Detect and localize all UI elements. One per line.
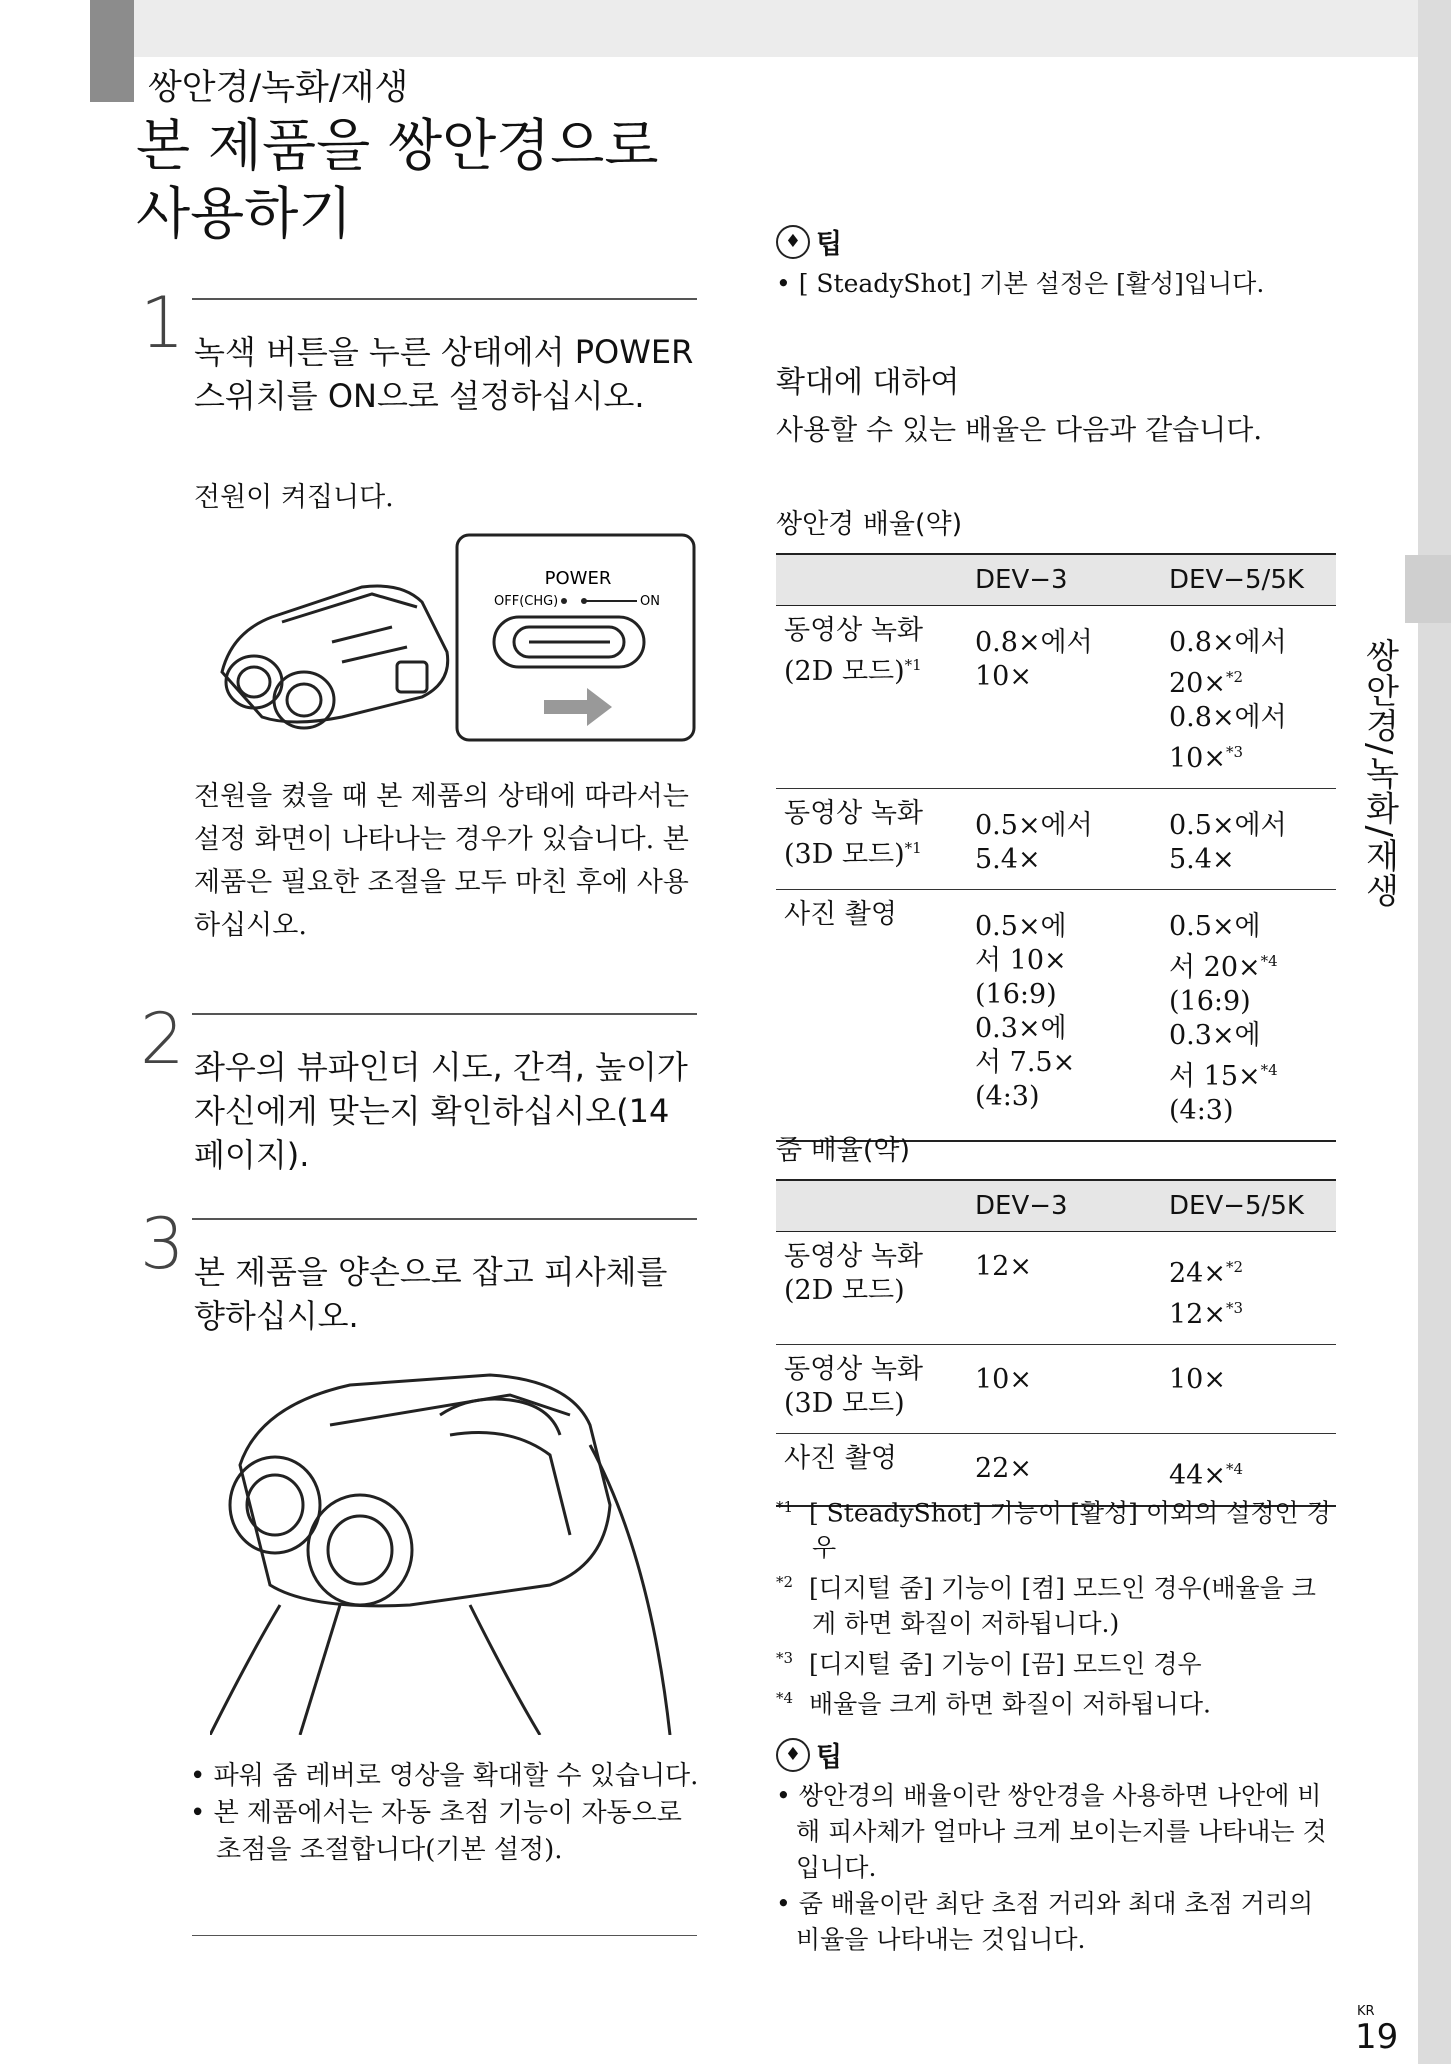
col-header: DEV−5/5K xyxy=(1161,554,1336,606)
col-header: DEV−3 xyxy=(967,1180,1161,1232)
row-label: 동영상 녹화 (3D 모드) xyxy=(776,1345,967,1434)
tip-heading: ♦ 팁 xyxy=(776,222,1336,261)
header-marker xyxy=(90,0,134,102)
side-tab-marker xyxy=(1405,555,1451,623)
title-line-2: 사용하기 xyxy=(136,182,353,247)
table-row xyxy=(776,890,1336,1142)
step-1-result: 전원이 켜집니다. xyxy=(194,482,394,513)
cell-dev5: 0.8×에서 20×$^{*2}$ 0.8×에서 10×$^{*3}$ xyxy=(1161,606,1336,789)
table-row xyxy=(776,606,1336,789)
region-code: KR xyxy=(1357,2004,1375,2019)
section-label: 쌍안경/녹화/재생 xyxy=(148,68,409,108)
title-line-1: 본 제품을 쌍안경으로 xyxy=(136,114,659,179)
cell-dev3: 10× xyxy=(967,1345,1161,1434)
page-title xyxy=(136,113,658,249)
row-label: 사진 촬영 xyxy=(776,890,967,1142)
step-3-text: 본 제품을 양손으로 잡고 피사체를 향하십시오. xyxy=(194,1253,668,1335)
bottom-divider xyxy=(192,1935,697,1936)
step-2-text: 좌우의 뷰파인더 시도, 간격, 높이가 자신에게 맞는지 확인하십시오(14페이지). xyxy=(194,1048,688,1174)
binocular-magnification-table xyxy=(776,553,1336,1142)
footnote: $^{*4}$ 배율을 크게 하면 화질이 저하됩니다. xyxy=(776,1688,1211,1719)
step-divider xyxy=(192,298,697,300)
bullet-item: • 본 제품에서는 자동 초점 기능이 자동으로 초점을 조절합니다(기본 설정). xyxy=(190,1795,700,1869)
tip-box-2 xyxy=(776,1735,1336,1958)
cell-dev5: 44×$^{*4}$ xyxy=(1161,1434,1336,1507)
table-2-title: 줌 배율(약) xyxy=(776,1135,910,1166)
footnote: $^{*3}$ [디지털 줌] 기능이 [끔] 모드인 경우 xyxy=(776,1648,1202,1678)
tip-1-text: • [ SteadyShot] 기본 설정은 [활성]입니다. xyxy=(776,269,1265,298)
footnote: $^{*2}$ [디지털 줌] 기능이 [켬] 모드인 경우(배율을 크게 하면 화질이 저하됩니다.) xyxy=(776,1573,1316,1638)
table-row xyxy=(776,1232,1336,1345)
footnote: $^{*1}$ [ SteadyShot] 기능이 [활성] 이외의 설정인 경우 xyxy=(776,1498,1331,1563)
col-header: DEV−5/5K xyxy=(1161,1180,1336,1232)
power-on-label: ON xyxy=(640,594,660,609)
tip-bullet: • 줌 배율이란 최단 초점 거리와 최대 초점 거리의 비율을 나타내는 것입니다. xyxy=(776,1889,1314,1954)
vertical-section-tab: 쌍안경/녹화/재생 xyxy=(1359,638,1399,908)
table-2-section xyxy=(776,1128,1336,1507)
table-row xyxy=(776,789,1336,890)
cell-dev5: 24×$^{*2}$ 12×$^{*3}$ xyxy=(1161,1232,1336,1345)
cell-dev5: 0.5×에 서 20×$^{*4}$ (16:9) 0.3×에 서 15×$^{*4}$ (4:3) xyxy=(1161,890,1336,1142)
step-3-bullets xyxy=(190,1758,700,1869)
cell-dev5: 10× xyxy=(1161,1345,1336,1434)
power-off-label: OFF(CHG) xyxy=(494,594,559,609)
cell-dev3: 0.8×에서 10× xyxy=(967,606,1161,789)
cell-dev3: 12× xyxy=(967,1232,1161,1345)
step-divider xyxy=(192,1013,697,1015)
table-1-title: 쌍안경 배율(약) xyxy=(776,509,963,540)
side-rule xyxy=(1418,0,1451,2064)
lightbulb-icon: ♦ xyxy=(776,225,810,259)
magnify-text: 사용할 수 있는 배율은 다음과 같습니다. xyxy=(776,413,1263,446)
tip-2-list xyxy=(776,1778,1336,1958)
step-number: 3 xyxy=(140,1203,185,1285)
switch-callout xyxy=(457,535,694,740)
step-divider xyxy=(192,1218,697,1220)
row-label: 동영상 녹화 (2D 모드)$^{*1}$ xyxy=(776,606,967,789)
step-1-note: 전원을 켰을 때 본 제품의 상태에 따라서는 설정 화면이 나타나는 경우가 있습니다. 본 제품은 필요한 조절을 모두 마친 후에 사용하십시오. xyxy=(194,781,689,941)
row-label: 동영상 녹화 (2D 모드) xyxy=(776,1232,967,1345)
cell-dev3: 0.5×에 서 10× (16:9) 0.3×에 서 7.5× (4:3) xyxy=(967,890,1161,1142)
zoom-magnification-table xyxy=(776,1179,1336,1507)
hands-binocular-figure xyxy=(210,1355,680,1735)
lightbulb-icon: ♦ xyxy=(776,1738,810,1772)
step-number: 2 xyxy=(140,998,185,1080)
power-label: POWER xyxy=(544,568,612,589)
row-label: 동영상 녹화 (3D 모드)$^{*1}$ xyxy=(776,789,967,890)
cell-dev3: 22× xyxy=(967,1434,1161,1507)
binocular-sketch xyxy=(222,586,448,728)
tip-box-1 xyxy=(776,222,1336,302)
bullet-item: • 파워 줌 레버로 영상을 확대할 수 있습니다. xyxy=(190,1758,700,1795)
page-number: 19 xyxy=(1355,2017,1399,2057)
step-number: 1 xyxy=(140,282,185,364)
tip-heading: ♦ 팁 xyxy=(776,1735,1336,1774)
col-header xyxy=(776,1180,967,1232)
footnotes xyxy=(776,1490,1336,1721)
cell-dev5: 0.5×에서 5.4× xyxy=(1161,789,1336,890)
step-1-text: 녹색 버튼을 누른 상태에서 POWER 스위치를 ON으로 설정하십시오. xyxy=(194,333,694,415)
tip-bullet: • 쌍안경의 배율이란 쌍안경을 사용하면 나안에 비해 피사체가 얼마나 크게 보이는지를 나타내는 것입니다. xyxy=(776,1781,1327,1882)
magnify-section xyxy=(776,357,1336,451)
table-1-section xyxy=(776,502,1336,1142)
col-header xyxy=(776,554,967,606)
header-bar xyxy=(90,0,1418,57)
power-switch-figure xyxy=(192,532,697,742)
magnify-heading: 확대에 대하여 xyxy=(776,365,960,400)
cell-dev3: 0.5×에서 5.4× xyxy=(967,789,1161,890)
table-row xyxy=(776,1345,1336,1434)
row-label: 사진 촬영 xyxy=(776,1434,967,1507)
col-header: DEV−3 xyxy=(967,554,1161,606)
